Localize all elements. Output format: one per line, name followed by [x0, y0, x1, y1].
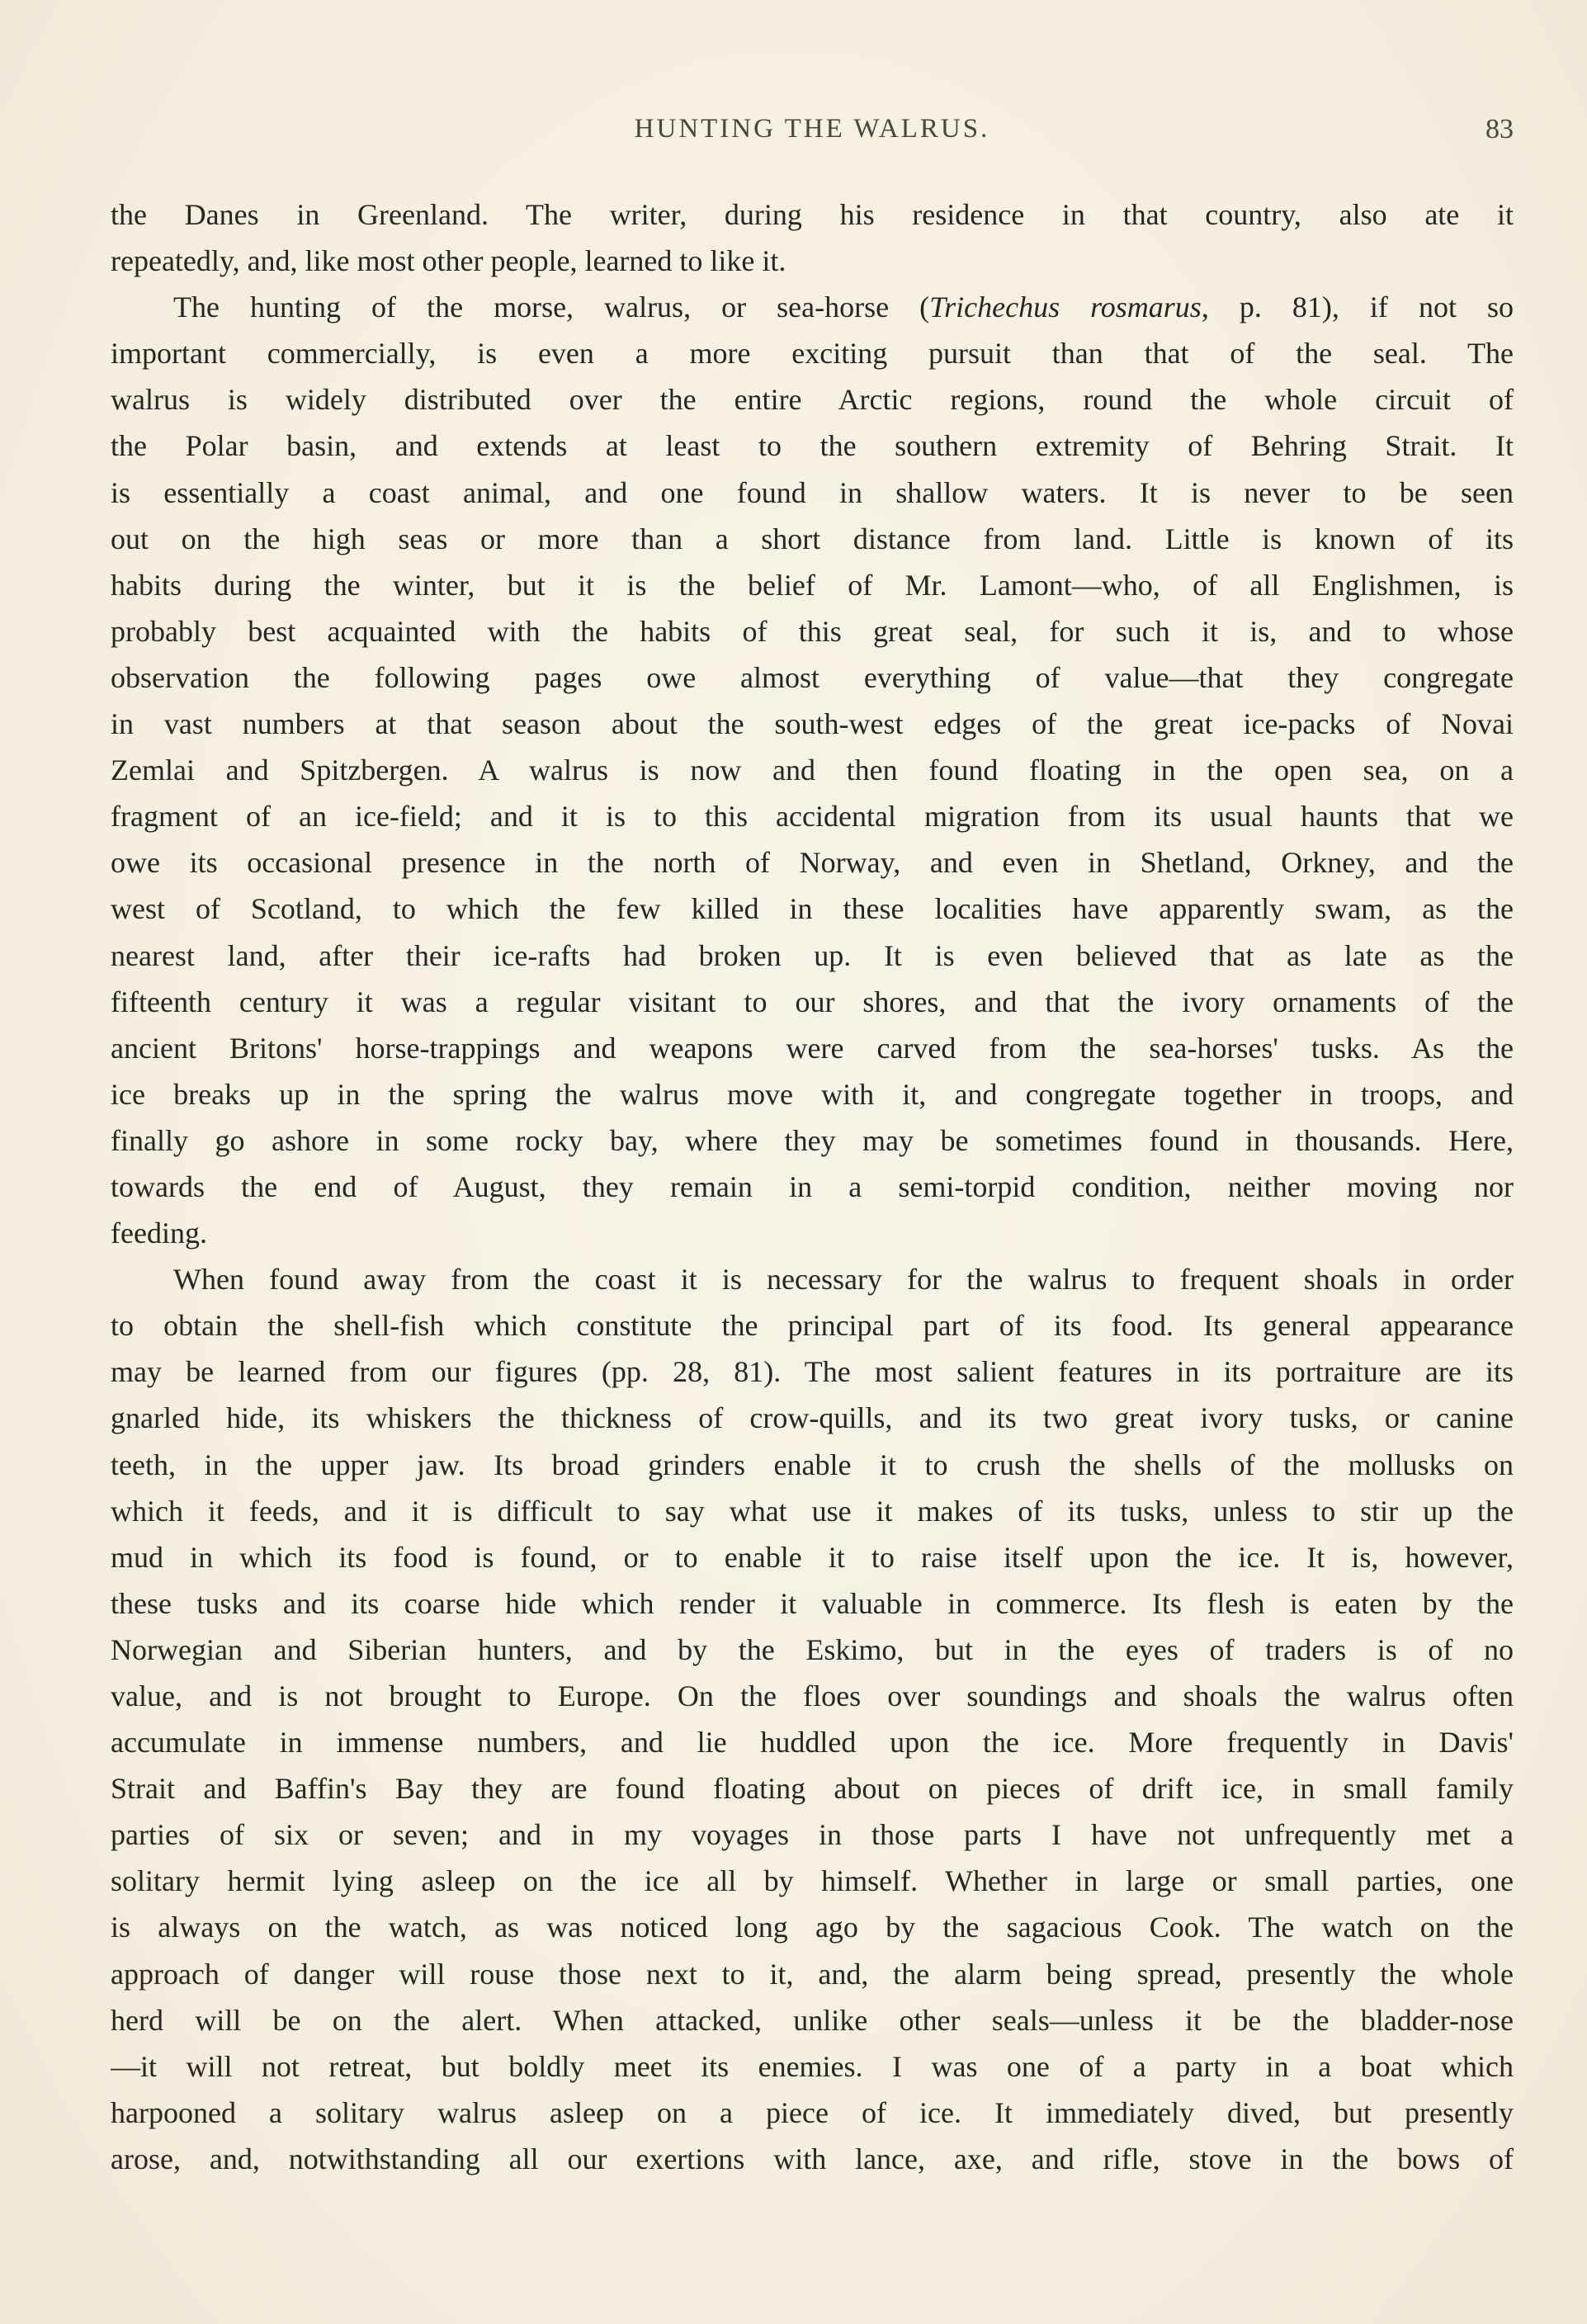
text-line: teeth, in the upper jaw. Its broad grinders enable it to crush the shells of the mollusks on — [111, 1448, 1514, 1481]
text-line: the Danes in Greenland. The writer, during his residence in that country, also ate it — [111, 198, 1514, 231]
text-line: gnarled hide, its whiskers the thickness of crow-quills, and its two great ivory tusks, or canine — [111, 1401, 1514, 1435]
text-line: owe its occasional presence in the north of Norway, and even in Shetland, Orkney, and the — [111, 846, 1514, 880]
text-line: to obtain the shell-fish which constitute the principal part of its food. Its general appearance — [111, 1309, 1514, 1343]
text-line: in vast numbers at that season about the south-west edges of the great ice-packs of Novai — [111, 707, 1514, 741]
text-line: nearest land, after their ice-rafts had broken up. It is even believed that as late as the — [111, 938, 1514, 972]
text-line: is essentially a coast animal, and one found in shallow waters. It is never to be seen — [111, 475, 1514, 509]
text-line: fragment of an ice-field; and it is to this accidental migration from its usual haunts that we — [111, 800, 1514, 834]
text-line: important commercially, is even a more exciting pursuit than that of the seal. The — [111, 337, 1514, 371]
text-line: Zemlai and Spitzbergen. A walrus is now and then found floating in the open sea, on a — [111, 753, 1514, 787]
text-line: value, and is not brought to Europe. On the floes over soundings and shoals the walrus often — [111, 1679, 1514, 1712]
text-line: finally go ashore in some rocky bay, where they may be sometimes found in thousands. Here, — [111, 1123, 1514, 1157]
text-line: ice breaks up in the spring the walrus move with it, and congregate together in troops, and — [111, 1077, 1514, 1111]
running-head — [111, 114, 1514, 155]
text-line: out on the high seas or more than a short distance from land. Little is known of its — [111, 522, 1514, 555]
text-line: may be learned from our figures (pp. 28, 81). The most salient features in its portraiture are its — [111, 1355, 1514, 1389]
text-line: The hunting of the morse, walrus, or sea-horse (Trichechus rosmarus, p. 81), if not so — [173, 290, 1514, 324]
text-line: Norwegian and Siberian hunters, and by the Eskimo, but in the eyes of traders is of no — [111, 1632, 1514, 1666]
text-line: When found away from the coast it is necessary for the walrus to frequent shoals in order — [173, 1263, 1514, 1297]
text-line: west of Scotland, to which the few killed in these localities have apparently swam, as the — [111, 892, 1514, 926]
species-name: Trichechus rosmarus — [929, 290, 1202, 324]
text-line: probably best acquainted with the habits of this great seal, for such it is, and to whose — [111, 614, 1514, 648]
text-line: mud in which its food is found, or to enable it to raise itself upon the ice. It is, however, — [111, 1540, 1514, 1574]
text-line: feeding. — [111, 1216, 207, 1250]
text-line: solitary hermit lying asleep on the ice all by himself. Whether in large or small parties, one — [111, 1864, 1514, 1898]
running-title: HUNTING THE WALRUS. — [634, 114, 990, 144]
text-line: these tusks and its coarse hide which render it valuable in commerce. Its flesh is eaten by the — [111, 1586, 1514, 1620]
text-line: observation the following pages owe almost everything of value—that they congregate — [111, 660, 1514, 694]
text-line: harpooned a solitary walrus asleep on a piece of ice. It immediately dived, but presently — [111, 2095, 1514, 2129]
text-line: ancient Britons' horse-trappings and weapons were carved from the sea-horses' tusks. As the — [111, 1031, 1514, 1065]
text-line: walrus is widely distributed over the entire Arctic regions, round the whole circuit of — [111, 383, 1514, 417]
text-line: parties of six or seven; and in my voyages in those parts I have not unfrequently met a — [111, 1818, 1514, 1852]
text-line: is always on the watch, as was noticed long ago by the sagacious Cook. The watch on the — [111, 1911, 1514, 1944]
text-line: the Polar basin, and extends at least to the southern extremity of Behring Strait. It — [111, 429, 1514, 463]
text-line: towards the end of August, they remain in a semi-torpid condition, neither moving nor — [111, 1169, 1514, 1203]
text-line: which it feeds, and it is difficult to say what use it makes of its tusks, unless to stir up the — [111, 1494, 1514, 1528]
text-line: arose, and, notwithstanding all our exertions with lance, axe, and rifle, stove in the bows of — [111, 2142, 1514, 2175]
body-text — [111, 191, 1514, 2182]
text-line: fifteenth century it was a regular visitant to our shores, and that the ivory ornaments of the — [111, 985, 1514, 1018]
text-line: accumulate in immense numbers, and lie huddled upon the ice. More frequently in Davis' — [111, 1726, 1514, 1760]
text-line: Strait and Baffin's Bay they are found floating about on pieces of drift ice, in small family — [111, 1772, 1514, 1806]
text-line: habits during the winter, but it is the belief of Mr. Lamont—who, of all Englishmen, is — [111, 568, 1514, 602]
text-line: —it will not retreat, but boldly meet its enemies. I was one of a party in a boat which — [111, 2049, 1514, 2083]
text-line: herd will be on the alert. When attacked, unlike other seals—unless it be the bladder-nose — [111, 2003, 1514, 2037]
text-line: repeatedly, and, like most other people, learned to like it. — [111, 244, 786, 278]
text-line: approach of danger will rouse those next to it, and, the alarm being spread, presently the whole — [111, 1957, 1514, 1991]
page-number: 83 — [1485, 114, 1514, 144]
